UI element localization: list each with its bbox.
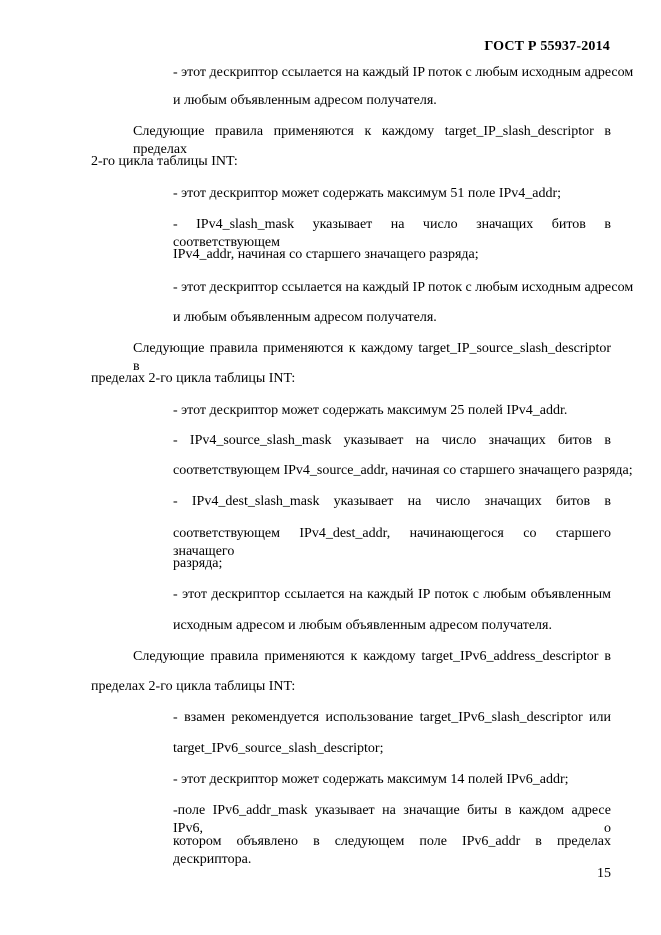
text-line: - IPv4_source_slash_mask указывает на число значащих битов в (173, 433, 611, 448)
text-line: и любым объявленным адресом получателя. (173, 93, 437, 108)
text-line: - IPv4_dest_slash_mask указывает на число значащих битов в (173, 494, 611, 509)
text-line: - этот дескриптор ссылается на каждый IP поток с любым исходным адресом (173, 280, 634, 295)
text-line: Следующие правила применяются к каждому target_IPv6_address_descriptor в (133, 649, 611, 664)
document-header: ГОСТ Р 55937-2014 (484, 39, 610, 54)
text-line: - IPv4_slash_mask указывает на число значащих битов в соответствующем (173, 217, 611, 250)
text-line: 2-го цикла таблицы INT: (91, 154, 238, 169)
text-line: разряда; (173, 556, 223, 571)
text-line: котором объявлено в следующем поле IPv6_addr в пределах дескриптора. (173, 834, 611, 867)
text-line: - этот дескриптор может содержать максимум 51 поле IPv4_addr; (173, 186, 562, 201)
text-line: -поле IPv6_addr_mask указывает на значащие биты в каждом адресе IPv6, о (173, 803, 611, 836)
text-line: IPv4_addr, начиная со старшего значащего разряда; (173, 247, 479, 262)
text-line: - этот дескриптор может содержать максимум 14 полей IPv6_addr; (173, 772, 569, 787)
text-line: target_IPv6_source_slash_descriptor; (173, 741, 384, 756)
text-line: исходным адресом и любым объявленным адресом получателя. (173, 618, 552, 633)
text-line: соответствующем IPv4_dest_addr, начинающегося со старшего значащего (173, 526, 611, 559)
text-line: Следующие правила применяются к каждому target_IP_source_slash_descriptor в (133, 341, 611, 374)
text-line: и любым объявленным адресом получателя. (173, 310, 437, 325)
text-line: - этот дескриптор ссылается на каждый IP поток с любым исходным адресом (173, 65, 634, 80)
page-number: 15 (597, 866, 611, 881)
text-line: Следующие правила применяются к каждому target_IP_slash_descriptor в пределах (133, 124, 611, 157)
text-line: - взамен рекомендуется использование target_IPv6_slash_descriptor или (173, 710, 611, 725)
text-line: пределах 2-го цикла таблицы INT: (91, 679, 296, 694)
text-line: - этот дескриптор может содержать максимум 25 полей IPv4_addr. (173, 403, 568, 418)
text-line: соответствующем IPv4_source_addr, начиная со старшего значащего разряда; (173, 463, 633, 478)
text-line: - этот дескриптор ссылается на каждый IP поток с любым объявленным (173, 587, 611, 602)
text-line: пределах 2-го цикла таблицы INT: (91, 371, 296, 386)
